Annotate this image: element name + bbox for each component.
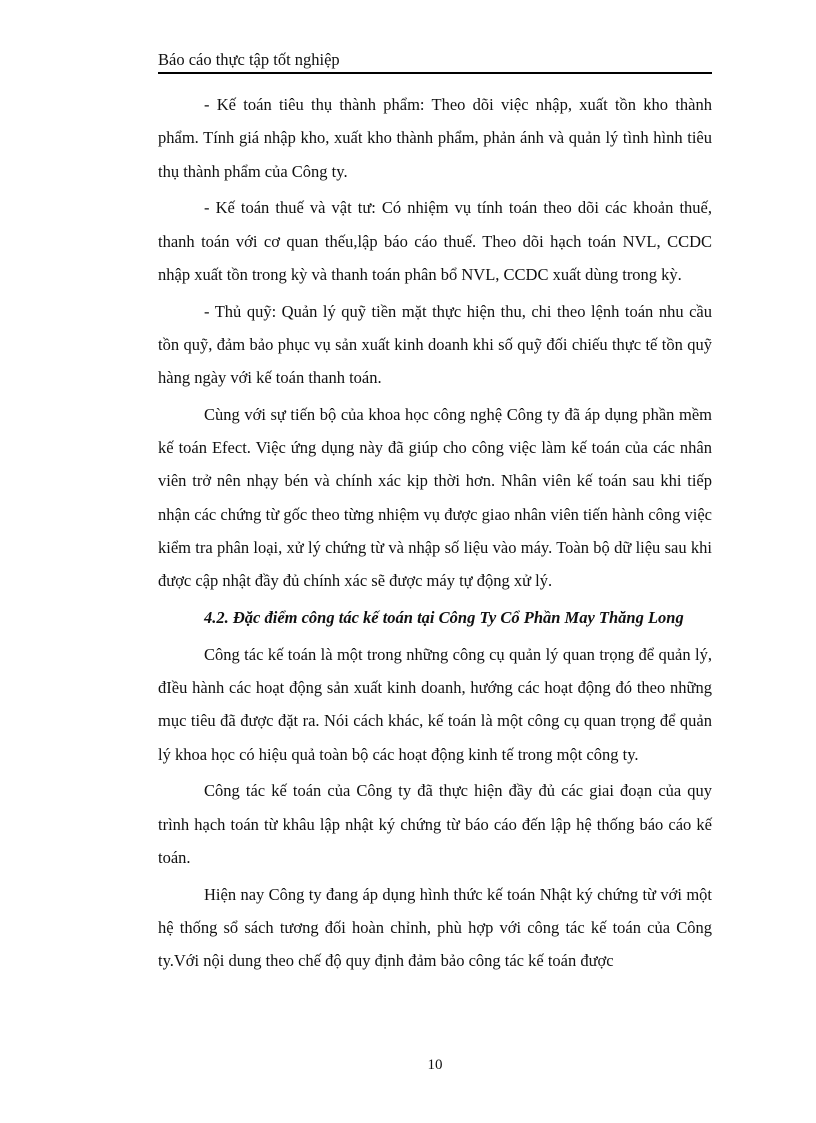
page-header bbox=[158, 50, 712, 74]
paragraph-treasurer: - Thủ quỹ: Quản lý quỹ tiền mặt thực hiện thu, chi theo lệnh toán nhu cầu tồn quỹ, đảm bảo phục vụ sản xuất kinh doanh khi số quỹ đối chiếu thực tế tồn quỹ hàng ngày với kế toán thanh toán. bbox=[158, 301, 712, 388]
paragraph-sales-accountant: - Kế toán tiêu thụ thành phẩm: Theo dõi việc nhập, xuất tồn kho thành phẩm. Tính giá nhập kho, xuất kho thành phẩm, phản ánh và quản lý tình hình tiêu thụ thành phẩm của Công ty. bbox=[158, 95, 712, 181]
paragraph-accounting-process: Công tác kế toán của Công ty đã thực hiện đầy đủ các giai đoạn của quy trình hạch toán từ khâu lập nhật ký chứng từ báo cáo đến lập hệ thống báo cáo kế toán. bbox=[158, 781, 712, 867]
page-number: 10 bbox=[427, 1057, 443, 1073]
section-heading: 4.2. Đặc điểm công tác kế toán tại Công Ty Cổ Phần May Thăng Long bbox=[204, 608, 684, 628]
document-body bbox=[158, 88, 712, 981]
paragraph-software: Cùng với sự tiến bộ của khoa học công nghệ Công ty đã áp dụng phần mềm kế toán Efect. Việc ứng dụng này đã giúp cho công việc làm kế toán của các nhân viên trở nên nhạy bén và chính xác kịp thời hơn. Nhân viên kế toán sau khi tiếp nhận các chứng từ gốc theo từng nhiệm vụ được giao nhân viên tiến hành công việc kiểm tra phân loại, xử lý chứng từ và nhập số liệu vào máy. Toàn bộ dữ liệu sau khi được cập nhật đầy đủ chính xác sẽ được máy tự động xử lý. bbox=[158, 404, 712, 591]
paragraph-tax-materials-accountant: - Kế toán thuế và vật tư: Có nhiệm vụ tính toán theo dõi các khoản thuế, thanh toán với cơ quan thếu,lập báo cáo thuế. Theo dõi hạch toán NVL, CCDC nhập xuất tồn trong kỳ và thanh toán phân bổ NVL, CCDC xuất dùng trong kỳ. bbox=[158, 198, 712, 284]
paragraph-accounting-form: Hiện nay Công ty đang áp dụng hình thức kế toán Nhật ký chứng từ với một hệ thống sổ sách tương đối hoàn chỉnh, phù hợp với công tác kế toán của Công ty.Với nội dung theo chế độ quy định đảm bảo công tác kế toán được bbox=[158, 884, 712, 971]
report-title: Báo cáo thực tập tốt nghiệp bbox=[158, 50, 340, 69]
paragraph-accounting-role: Công tác kế toán là một trong những công cụ quản lý quan trọng để quản lý, đIều hành các hoạt động sản xuất kinh doanh, hướng các hoạt động đó theo những mục tiêu đã được đặt ra. Nói cách khác, kế toán là một công cụ quan trọng để quản lý khoa học có hiệu quả toàn bộ các hoạt động kinh tế trong một công ty. bbox=[158, 644, 712, 764]
